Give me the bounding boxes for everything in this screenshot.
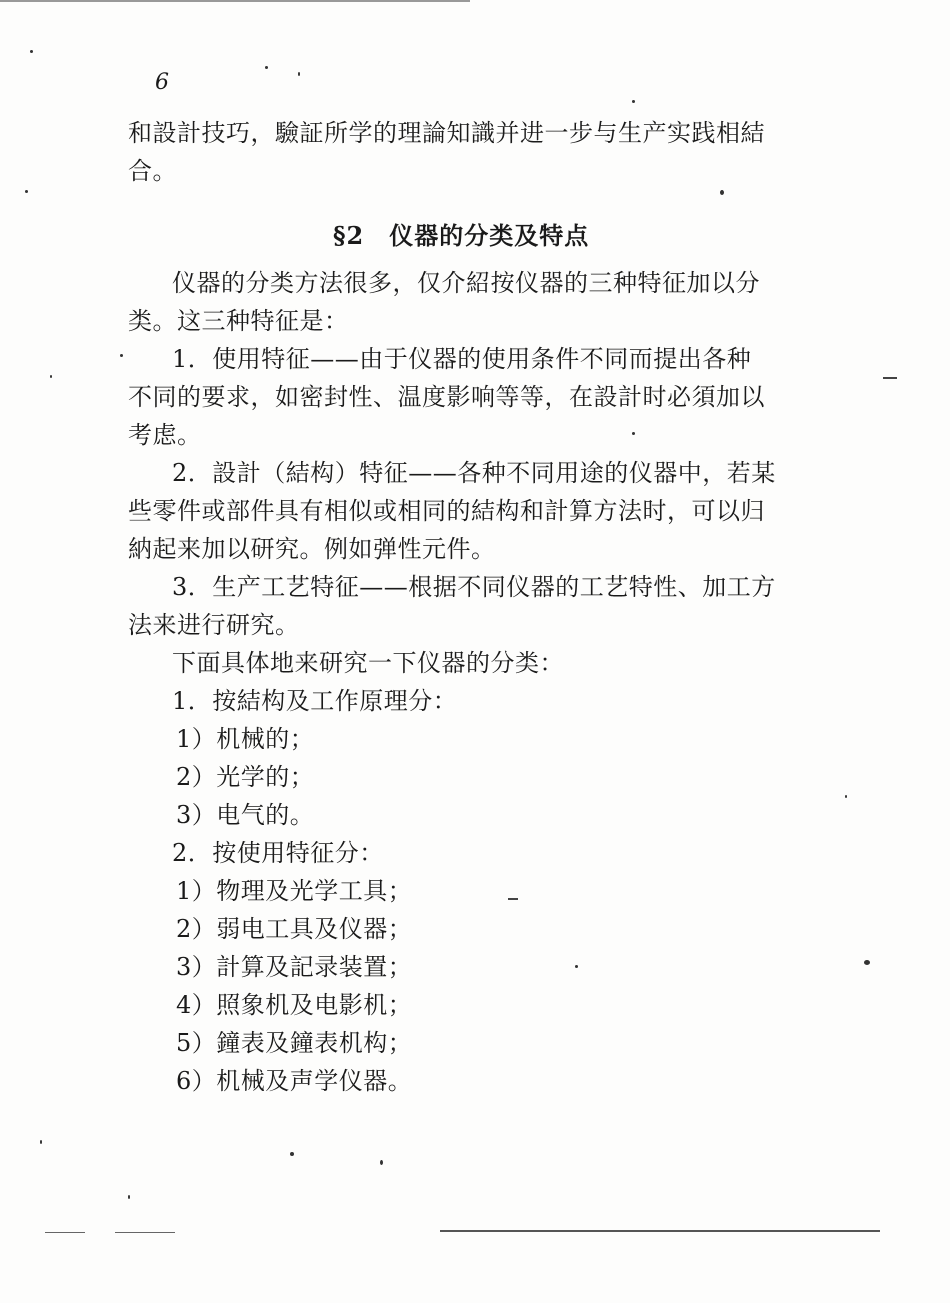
scan-bottom-edge [115, 1232, 175, 1233]
class-1-title: 1．按結构及工作原理分： [172, 687, 458, 715]
scan-speck [120, 354, 123, 357]
page-number: 6 [155, 70, 169, 95]
class-2-item-6: 6）机械及声学仪器。 [176, 1067, 413, 1095]
feature-3-line-1: 3．生产工艺特征——根据不同仪器的工艺特性、加工方 [172, 573, 776, 601]
class-2-title: 2．按使用特征分： [172, 839, 384, 867]
scan-speck [50, 375, 52, 378]
class-2-item-1: 1）物理及光学工具； [176, 877, 413, 905]
continuation-line-2: 合。 [128, 157, 177, 185]
section-heading: §2 仪器的分类及特点 [333, 221, 590, 250]
class-1-item-3: 3）电气的。 [176, 801, 315, 829]
scan-speck [25, 190, 28, 193]
scan-mark [508, 898, 518, 900]
scan-speck [632, 100, 635, 103]
class-2-item-5: 5）鐘表及鐘表机构； [176, 1029, 413, 1057]
scan-speck [632, 432, 635, 435]
continuation-line-1: 和設計技巧，驗証所学的理論知識并进一步与生产实践相結 [128, 119, 765, 147]
class-2-item-2: 2）弱电工具及仪器； [176, 915, 413, 943]
class-1-item-1: 1）机械的； [176, 725, 315, 753]
scan-speck [380, 1160, 383, 1165]
feature-1-line-3: 考虑。 [128, 421, 202, 449]
scan-bottom-edge [440, 1230, 880, 1232]
scan-speck [40, 1140, 42, 1144]
feature-1-line-1: 1．使用特征——由于仪器的使用条件不同而提出各种 [172, 345, 752, 373]
intro-line-2: 类。这三种特征是： [128, 307, 349, 335]
scan-speck [290, 1152, 294, 1156]
classification-intro: 下面具体地来研究一下仪器的分类： [172, 649, 564, 677]
intro-line-1: 仪器的分类方法很多，仅介紹按仪器的三种特征加以分 [172, 269, 760, 297]
feature-3-line-2: 法来进行研究。 [128, 611, 300, 639]
class-1-item-2: 2）光学的； [176, 763, 315, 791]
feature-2-line-1: 2．設計（結构）特征——各种不同用途的仪器中，若某 [172, 459, 776, 487]
scan-speck [298, 72, 300, 76]
feature-2-line-3: 納起来加以研究。例如弹性元件。 [128, 535, 496, 563]
scan-speck [845, 795, 847, 798]
scan-speck [864, 960, 870, 965]
scan-speck [30, 50, 33, 53]
scan-bottom-edge [45, 1232, 85, 1233]
class-2-item-3: 3）計算及記录装置； [176, 953, 413, 981]
scan-speck [265, 66, 268, 69]
feature-2-line-2: 些零件或部件具有相似或相同的結构和計算方法时，可以归 [128, 497, 765, 525]
feature-1-line-2: 不同的要求，如密封性、温度影响等等，在設計时必須加以 [128, 383, 765, 411]
scan-edge-line [0, 0, 470, 2]
scan-mark [883, 377, 897, 379]
class-2-item-4: 4）照象机及电影机； [176, 991, 413, 1019]
scan-speck [720, 190, 724, 195]
scan-speck [575, 965, 578, 968]
scan-speck [128, 1195, 130, 1199]
